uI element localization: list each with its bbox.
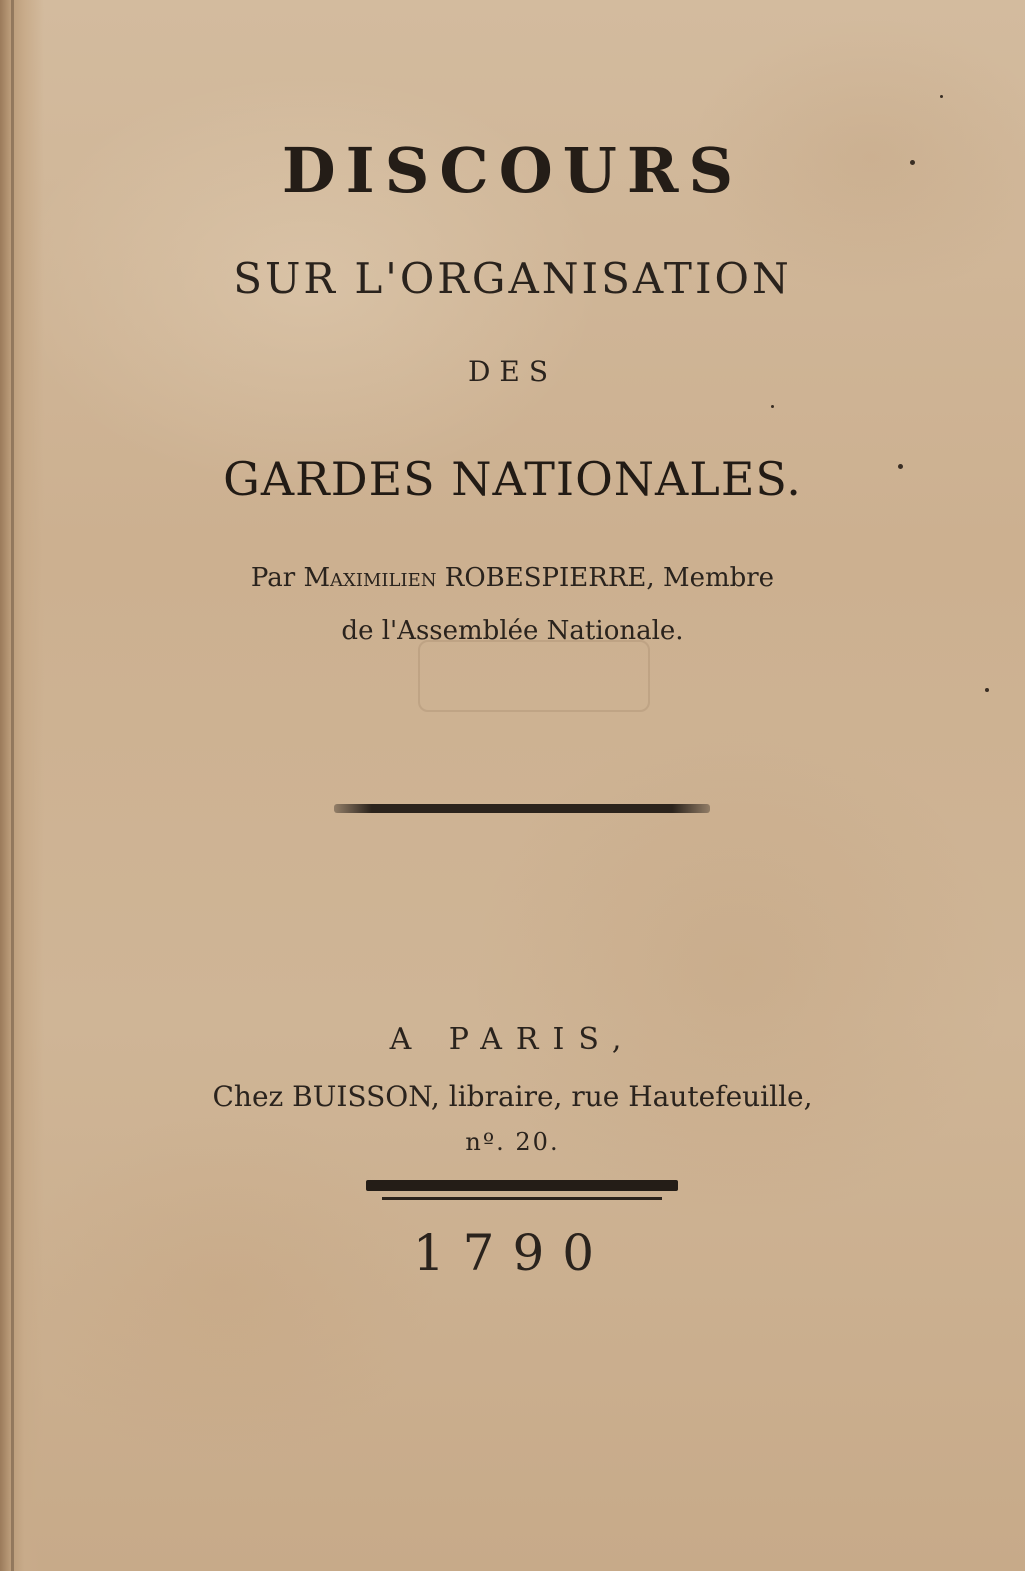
- imprint-place: A PARIS,: [389, 1022, 636, 1057]
- author-first-name: Maximilien: [303, 563, 437, 593]
- imprint-publisher: Chez BUISSON, libraire, rue Hautefeuille,: [212, 1080, 813, 1113]
- author-line-2: de l'Assemblée Nationale.: [341, 616, 684, 646]
- ink-speck: [985, 688, 989, 692]
- spine-fold-line: [11, 0, 14, 1571]
- double-rule-thick: [366, 1180, 678, 1191]
- author-line-1: [0, 565, 1025, 591]
- publication-year: 1790: [412, 1224, 613, 1282]
- subtitle-line-2: DES: [467, 355, 558, 388]
- ornamental-rule: [334, 804, 710, 813]
- ink-speck: [940, 95, 943, 98]
- imprint-number: nº. 20.: [465, 1128, 560, 1156]
- subtitle-line-1: SUR L'ORGANISATION: [233, 254, 792, 303]
- double-rule-thin: [382, 1197, 662, 1200]
- author-prefix: Par: [250, 563, 296, 593]
- author-last-name: ROBESPIERRE: [444, 563, 647, 593]
- author-suffix: , Membre: [646, 563, 775, 593]
- subtitle-line-3: GARDES NATIONALES.: [223, 452, 802, 506]
- ink-speck: [771, 405, 774, 408]
- page-title: DISCOURS: [281, 134, 744, 207]
- faded-library-stamp: [418, 640, 650, 712]
- ink-speck: [910, 160, 915, 165]
- book-spine-edge: [0, 0, 44, 1571]
- ink-speck: [898, 464, 903, 469]
